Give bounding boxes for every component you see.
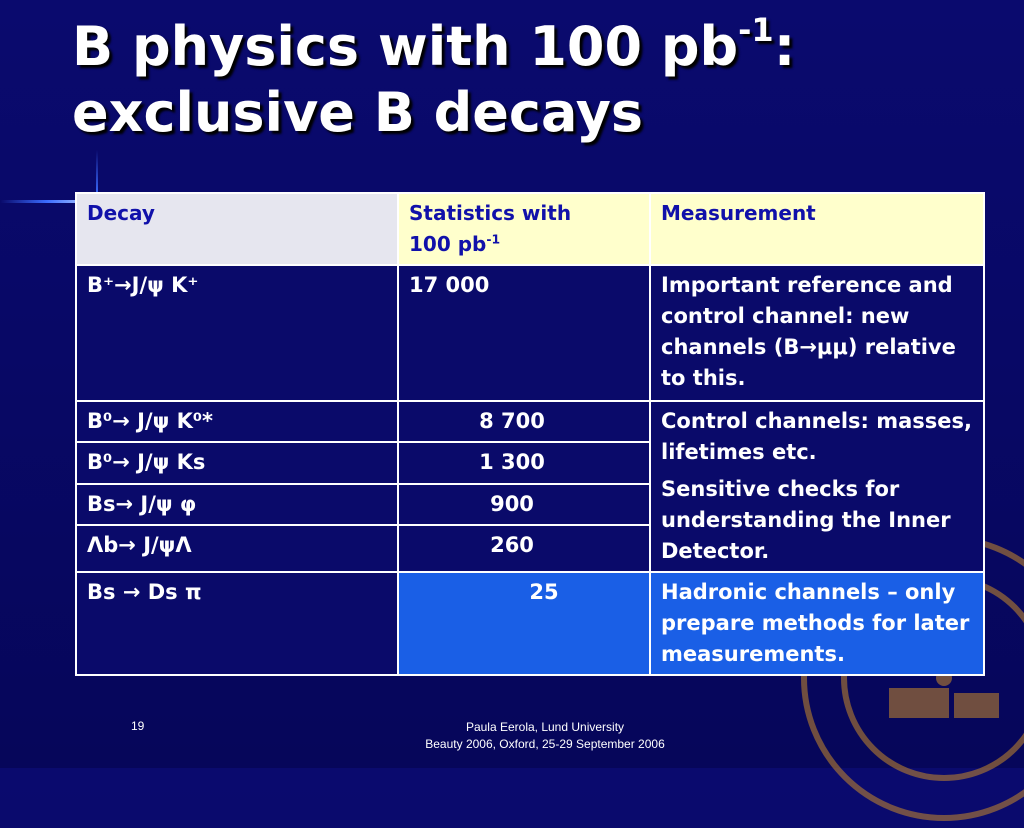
stat-value: 17 000 bbox=[409, 273, 490, 297]
stat-cell bbox=[398, 572, 650, 675]
decay-label: Bs → Ds π bbox=[87, 580, 202, 604]
header-statistics-line1: Statistics with bbox=[409, 201, 572, 225]
decay-label: Bs→ J/ψ φ bbox=[87, 491, 197, 516]
title-sup: -1 bbox=[738, 11, 774, 49]
stat-value: 260 bbox=[490, 533, 534, 558]
stat-cell bbox=[398, 401, 650, 442]
measurement-text: Control channels: masses, lifetimes etc. bbox=[661, 409, 973, 464]
header-statistics bbox=[398, 193, 650, 265]
header-measurement-label: Measurement bbox=[661, 201, 816, 225]
measurement-text: Sensitive checks for understanding the Inner Detector. bbox=[661, 477, 951, 563]
measurement-cell bbox=[650, 401, 984, 572]
footer-line-1: Paula Eerola, Lund University bbox=[465, 720, 625, 734]
decay-cell bbox=[76, 484, 398, 525]
stat-cell bbox=[398, 442, 650, 483]
header-statistics-line2: 100 pb bbox=[409, 232, 487, 256]
title-colon: : bbox=[773, 15, 796, 78]
decay-cell bbox=[76, 265, 398, 401]
measurement-text: Hadronic channels – only prepare methods for later measurements. bbox=[661, 580, 970, 666]
decay-label: Λb→ J/ψΛ bbox=[87, 533, 192, 558]
stat-value: 1 300 bbox=[479, 450, 545, 475]
stat-value: 25 bbox=[529, 580, 559, 604]
decay-label: B⁰→ J/ψ K⁰* bbox=[87, 409, 214, 433]
decay-cell bbox=[76, 401, 398, 442]
decay-label: B⁺→J/ψ K⁺ bbox=[87, 273, 199, 297]
decay-cell bbox=[76, 442, 398, 483]
title-line-2: exclusive B decays bbox=[72, 81, 644, 144]
header-decay bbox=[76, 193, 398, 265]
table-row bbox=[76, 265, 984, 401]
decays-table bbox=[75, 192, 985, 676]
slide-footer bbox=[400, 719, 690, 753]
header-measurement bbox=[650, 193, 984, 265]
slide-number: 19 bbox=[131, 719, 145, 733]
title-line-1: B physics with 100 pb bbox=[72, 15, 739, 78]
measurement-cell bbox=[650, 265, 984, 401]
decay-cell bbox=[76, 572, 398, 675]
header-decay-label: Decay bbox=[87, 201, 155, 225]
table-header-row bbox=[76, 193, 984, 265]
table-row bbox=[76, 572, 984, 675]
measurement-cell bbox=[650, 572, 984, 675]
stat-cell bbox=[398, 525, 650, 572]
footer-line-2: Beauty 2006, Oxford, 25-29 September 2006 bbox=[425, 737, 665, 751]
stat-cell bbox=[398, 265, 650, 401]
table-row bbox=[76, 401, 984, 442]
stat-value: 8 700 bbox=[479, 409, 545, 433]
stat-value: 900 bbox=[490, 491, 534, 516]
decay-cell bbox=[76, 525, 398, 572]
measurement-text: Important reference and control channel: new channels (B→μμ) relative to this. bbox=[661, 273, 956, 390]
stat-cell bbox=[398, 484, 650, 525]
decorative-line-vertical bbox=[96, 150, 98, 195]
decorative-line bbox=[0, 200, 78, 203]
slide-title bbox=[72, 11, 972, 146]
header-statistics-sup: -1 bbox=[486, 231, 501, 247]
decay-label: B⁰→ J/ψ Ks bbox=[87, 450, 206, 475]
